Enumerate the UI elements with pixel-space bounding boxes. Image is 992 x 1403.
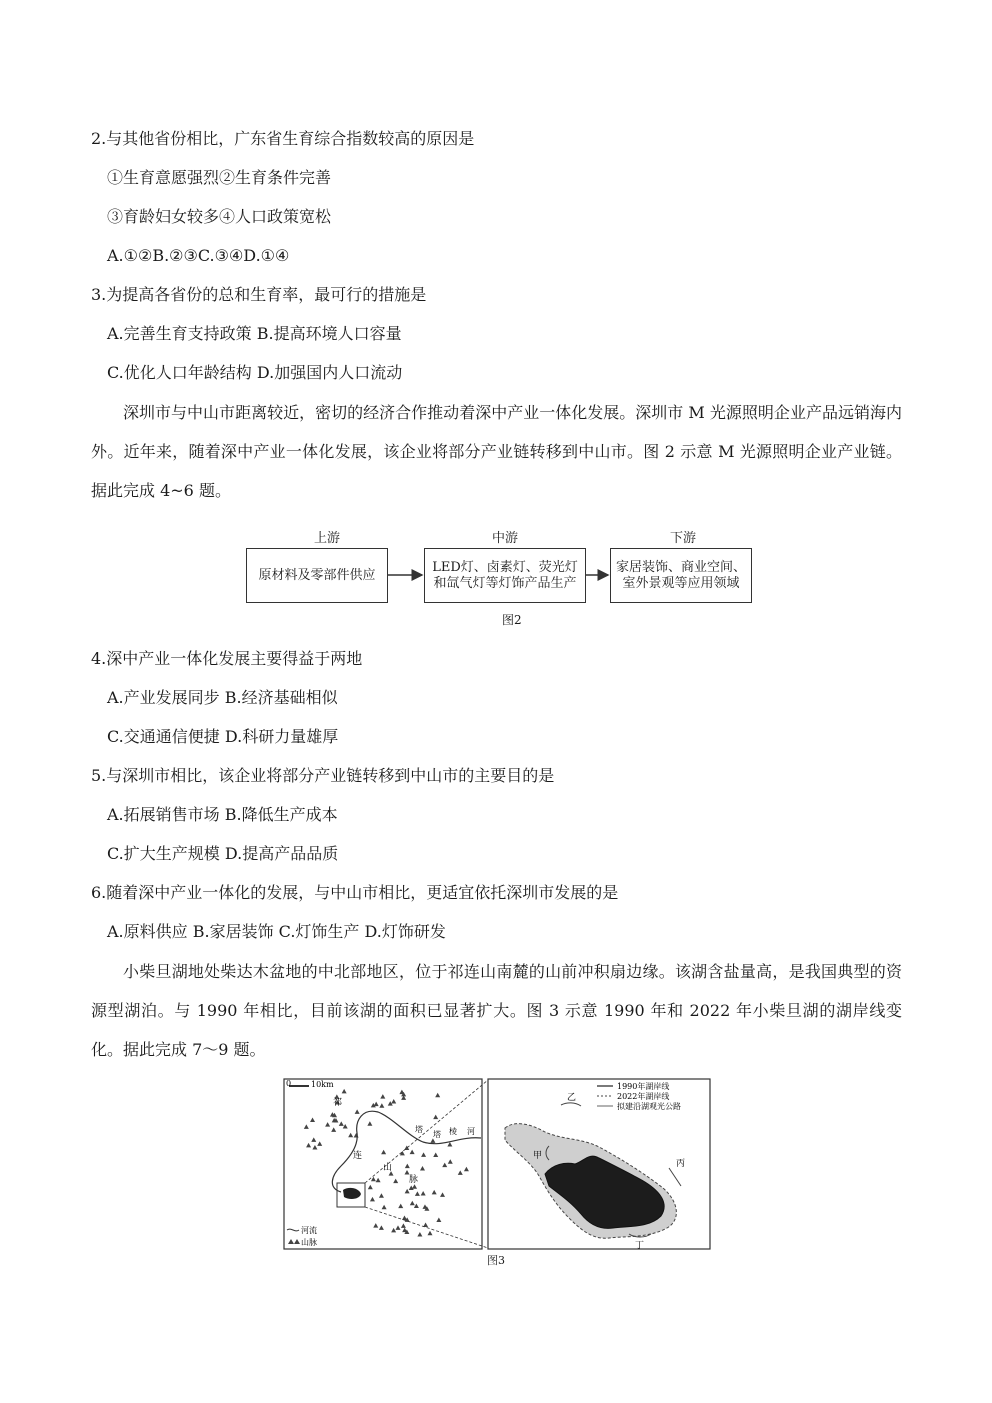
passage-xiaochaidan [91, 952, 902, 1069]
figure-2-industry-chain [240, 523, 760, 631]
question-4-options-line-1: A.产业发展同步 B.经济基础相似 [107, 688, 338, 707]
question-3-options-line-2: C.优化人口年龄结构 D.加强国内人口流动 [107, 363, 403, 382]
question-6-stem: 6.随着深中产业一体化的发展，与中山市相比，更适宜依托深圳市发展的是 [91, 883, 619, 902]
downstream-box [610, 548, 752, 603]
figure-3-lake-map [283, 1078, 711, 1270]
question-4-stem: 4.深中产业一体化发展主要得益于两地 [91, 649, 363, 668]
legend-river-text: 河流 [301, 1226, 317, 1235]
passage-shenzhong-text: 深圳市与中山市距离较近，密切的经济合作推动着深中产业一体化发展。深圳市 M 光源照明企业产品远销海内外。近年来，随着深中产业一体化发展，该企业将部分产业链转移到中山市。图 2 示意 M 光源照明企业产业链。据此完成 4~6 题。 [91, 403, 902, 500]
mountain-label-mai: 脉 [409, 1175, 419, 1185]
place-yi: 乙 [567, 1093, 577, 1103]
question-2-item-line-2: ③育龄妇女较多④人口政策宽松 [107, 207, 332, 226]
question-6-options: A.原料供应 B.家居装饰 C.灯饰生产 D.灯饰研发 [107, 922, 446, 941]
legend-mountain-text: 山脉 [301, 1238, 317, 1247]
place-jia: 甲 [533, 1151, 543, 1161]
question-5-stem: 5.与深圳市相比，该企业将部分产业链转移到中山市的主要目的是 [91, 766, 555, 785]
question-4-options-line-2: C.交通通信便捷 D.科研力量雄厚 [107, 727, 339, 746]
midstream-label: 中游 [491, 531, 518, 546]
figure-3-svg [283, 1078, 711, 1250]
question-3-options-line-1: A.完善生育支持政策 B.提高环境人口容量 [107, 324, 402, 343]
downstream-label: 下游 [669, 531, 696, 546]
legend-2022-text: 2022年湖岸线 [617, 1092, 670, 1101]
river-label-2: 塔 [433, 1130, 441, 1139]
place-bing: 丙 [676, 1159, 686, 1169]
river-label-1: 塔 [415, 1125, 423, 1134]
upstream-box [246, 548, 388, 603]
upstream-box-text: 原材料及零部件供应 [258, 567, 376, 583]
mountain-label-lian: 连 [353, 1151, 363, 1161]
question-3-stem: 3.为提高各省份的总和生育率，最可行的措施是 [91, 285, 427, 304]
scale-zero: 0 [286, 1079, 292, 1088]
midstream-box [424, 548, 586, 603]
mountain-label-shan: 山 [383, 1163, 393, 1173]
question-5-options-line-1: A.拓展销售市场 B.降低生产成本 [107, 805, 338, 824]
legend-1990-text: 1990年湖岸线 [617, 1082, 670, 1091]
scale-label: 10km [311, 1080, 334, 1089]
mountain-label-qi: 祁 [333, 1098, 343, 1108]
downstream-box-text: 家居装饰、商业空间、室外景观等应用领域 [615, 559, 746, 591]
river-label-3: 棱 [449, 1127, 457, 1136]
figure-3-caption: 图3 [487, 1254, 505, 1267]
legend-road-text: 拟建沿湖观光公路 [617, 1102, 681, 1111]
question-5-options-line-2: C.扩大生产规模 D.提高产品品质 [107, 844, 339, 863]
question-2-stem: 2.与其他省份相比，广东省生育综合指数较高的原因是 [91, 129, 475, 148]
figure-2-caption: 图2 [502, 613, 522, 627]
question-2-item-line-1: ①生育意愿强烈②生育条件完善 [107, 168, 332, 187]
river-label-4: 河 [467, 1127, 475, 1136]
place-ding: 丁 [635, 1241, 645, 1250]
question-2-options: A.①②B.②③C.③④D.①④ [107, 246, 290, 265]
passage-xiaochaidan-text: 小柴旦湖地处柴达木盆地的中北部地区，位于祁连山南麓的山前冲积扇边缘。该湖含盐量高，是我国典型的资源型湖泊。与 1990 年相比，目前该湖的面积已显著扩大。图 3 示意 1990 年和 2022 年小柴旦湖的湖岸线变化。据此完成 7～9 题。 [91, 962, 902, 1059]
upstream-label: 上游 [313, 531, 340, 546]
midstream-box-text: LED灯、卤素灯、荧光灯和氙气灯等灯饰产品生产 [432, 559, 578, 591]
passage-shenzhong [91, 393, 902, 510]
